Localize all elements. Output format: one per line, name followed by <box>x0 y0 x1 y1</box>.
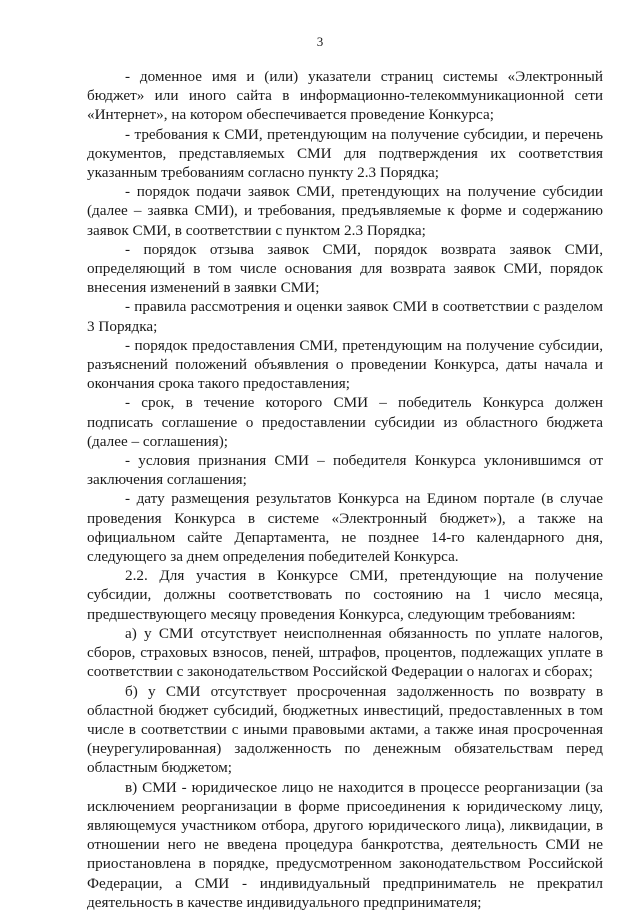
paragraph-section-2-2: 2.2. Для участия в Конкурсе СМИ, претендующие на получение субсидии, должны соответствовать по состоянию на 1 число месяца, предшествующего месяцу проведения Конкурса, следующим требованиям: <box>87 567 603 623</box>
paragraph-requirements: - требования к СМИ, претендующим на получение субсидии, и перечень документов, представляемых СМИ для подтверждения их соответствия указанным требованиям согласно пункту 2.3 Порядка; <box>87 125 603 182</box>
paragraph-signing-deadline: - срок, в течение которого СМИ – победитель Конкурса должен подписать соглашение о предоставлении субсидии из областного бюджета (далее – соглашения); <box>87 394 603 450</box>
paragraph-evasion-conditions: - условия признания СМИ – победителя Конкурса уклонившимся от заключения соглашения; <box>87 452 603 489</box>
paragraph-domain-name: - доменное имя и (или) указатели страниц системы «Электронный бюджет» или иного сайта в информационно-телекоммуникационной сети «Интернет», на котором обеспечивается проведение Конкурса; <box>87 68 603 124</box>
paragraph-item-v: в) СМИ - юридическое лицо не находится в процессе реорганизации (за исключением реорганизации в форме присоединения к юридическому лицу, являющемуся участником отбора, другого юридического лица), ликвидации, в отношении него не введена процедура банкротства, деятельность СМИ не приостановлена в порядке, предусмотренном законодательством Российской Федерации, а СМИ - индивидуальный предприниматель не прекратил деятельность в качестве индивидуального предпринимателя; <box>87 778 603 911</box>
paragraph-results-publication: - дату размещения результатов Конкурса на Едином портале (в случае проведения Конкурса в системе «Электронный бюджет»), а также на официальном сайте Департамента, не позднее 14-го календарного дня, следующего за днем определения победителей Конкурса. <box>87 490 603 566</box>
paragraph-clarifications: - порядок предоставления СМИ, претендующим на получение субсидии, разъяснений положений объявления о проведении Конкурса, даты начала и окончания срока такого предоставления; <box>87 336 603 393</box>
paragraph-withdrawal-procedure: - порядок отзыва заявок СМИ, порядок возврата заявок СМИ, определяющий в том числе основания для возврата заявок СМИ, порядок внесения изменений в заявки СМИ; <box>87 240 603 297</box>
page-number: 3 <box>316 34 324 49</box>
document-body <box>87 67 603 912</box>
paragraph-evaluation-rules: - правила рассмотрения и оценки заявок СМИ в соответствии с разделом 3 Порядка; <box>87 298 603 335</box>
paragraph-item-a: а) у СМИ отсутствует неисполненная обязанность по уплате налогов, сборов, страховых взносов, пеней, штрафов, процентов, подлежащих уплате в соответствии с законодательством Российской Федерации о налогах и сборах; <box>87 624 603 681</box>
paragraph-item-b: б) у СМИ отсутствует просроченная задолженность по возврату в областной бюджет субсидий, бюджетных инвестиций, предоставленных в том числе в соответствии с иными правовыми актами, а также иная просроченная (неурегулированная) задолженность по денежным обязательствам перед областным бюджетом; <box>87 682 603 777</box>
paragraph-application-procedure: - порядок подачи заявок СМИ, претендующих на получение субсидии (далее – заявка СМИ), и требования, предъявляемые к форме и содержанию заявок СМИ, в соответствии с пунктом 2.3 Порядка; <box>87 183 603 239</box>
